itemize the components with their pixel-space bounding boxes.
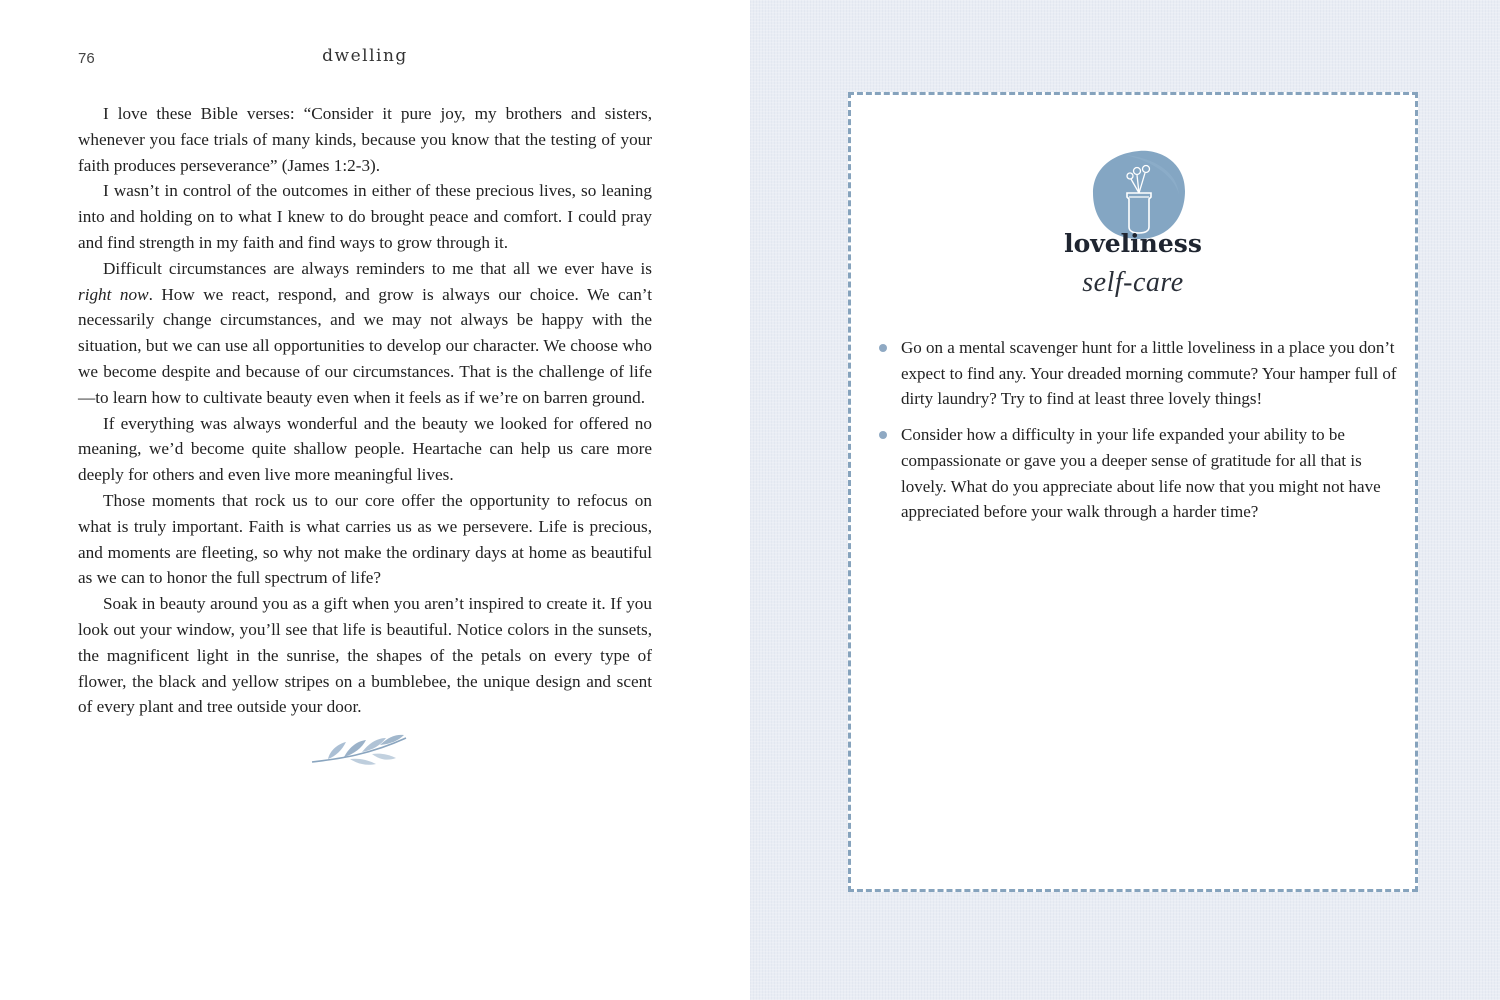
running-head: dwelling bbox=[322, 46, 408, 66]
right-page bbox=[750, 0, 1500, 1000]
paragraph: I love these Bible verses: “Consider it pure joy, my brothers and sisters, whenever you face trials of many kinds, because you know that the testing of your faith produces perseverance” (James 1:2-3). bbox=[78, 104, 652, 175]
paragraph: Those moments that rock us to our core offer the opportunity to refocus on what is truly important. Faith is what carries us as we persevere. Life is precious, and moments are fleeting, so why not make the ordinary days at home as beautiful as we can to honor the full spectrum of life? bbox=[78, 490, 652, 588]
page-number: 76 bbox=[78, 50, 95, 67]
paragraph bbox=[78, 256, 652, 411]
list-item-text: Go on a mental scavenger hunt for a little loveliness in a place you don’t expect to find any. Your dreaded morning commute? Your hamper full of dirty laundry? Try to find at least three lovely things! bbox=[901, 338, 1397, 409]
list-item bbox=[879, 422, 1399, 525]
list-item-text: Consider how a difficulty in your life expanded your ability to be compassionate or gave you a deeper sense of gratitude for all that is lovely. What do you appreciate about life now that you might not have appreciated before your walk through a harder time? bbox=[901, 425, 1381, 522]
body-text bbox=[78, 101, 652, 720]
paragraph: If everything was always wonderful and the beauty we looked for offered no meaning, we’d become quite shallow people. Heartache can help us care more deeply for others and even live more meaningful lives. bbox=[78, 413, 652, 485]
self-care-card bbox=[848, 92, 1418, 892]
paragraph-text: Difficult circumstances are always reminders to me that all we ever have is bbox=[103, 258, 652, 278]
emphasis-text: right now bbox=[78, 284, 149, 304]
paragraph-text: . How we react, respond, and grow is always our choice. We can’t necessarily change circumstances, and we may not always be happy with the situation, but we can use all opportunities to develop our character. We choose who we become despite and because of our circumstances. That is the challenge of life—to learn how to cultivate beauty even when it feels as if we’re on barren ground. bbox=[78, 284, 652, 407]
paragraph: Soak in beauty around you as a gift when you aren’t inspired to create it. If you look out your window, you’ll see that life is beautiful. Notice colors in the sunsets, the magnificent light in the sunrise, the shapes of the petals on every type of flower, the black and yellow stripes on a bumblebee, the unique design and scent of every plant and tree outside your door. bbox=[78, 594, 652, 717]
card-subtitle: self-care bbox=[1082, 267, 1184, 298]
bullet-dot-icon bbox=[879, 344, 887, 352]
bullet-dot-icon bbox=[879, 431, 887, 439]
bullet-list bbox=[879, 335, 1399, 535]
card-title: loveliness bbox=[1064, 229, 1202, 258]
leaf-sprig-icon bbox=[306, 732, 416, 772]
paragraph: I wasn’t in control of the outcomes in either of these precious lives, so leaning into and holding on to what I knew to do brought peace and comfort. I could pray and find strength in my faith and find ways to grow through it. bbox=[78, 181, 652, 252]
list-item bbox=[879, 335, 1399, 412]
